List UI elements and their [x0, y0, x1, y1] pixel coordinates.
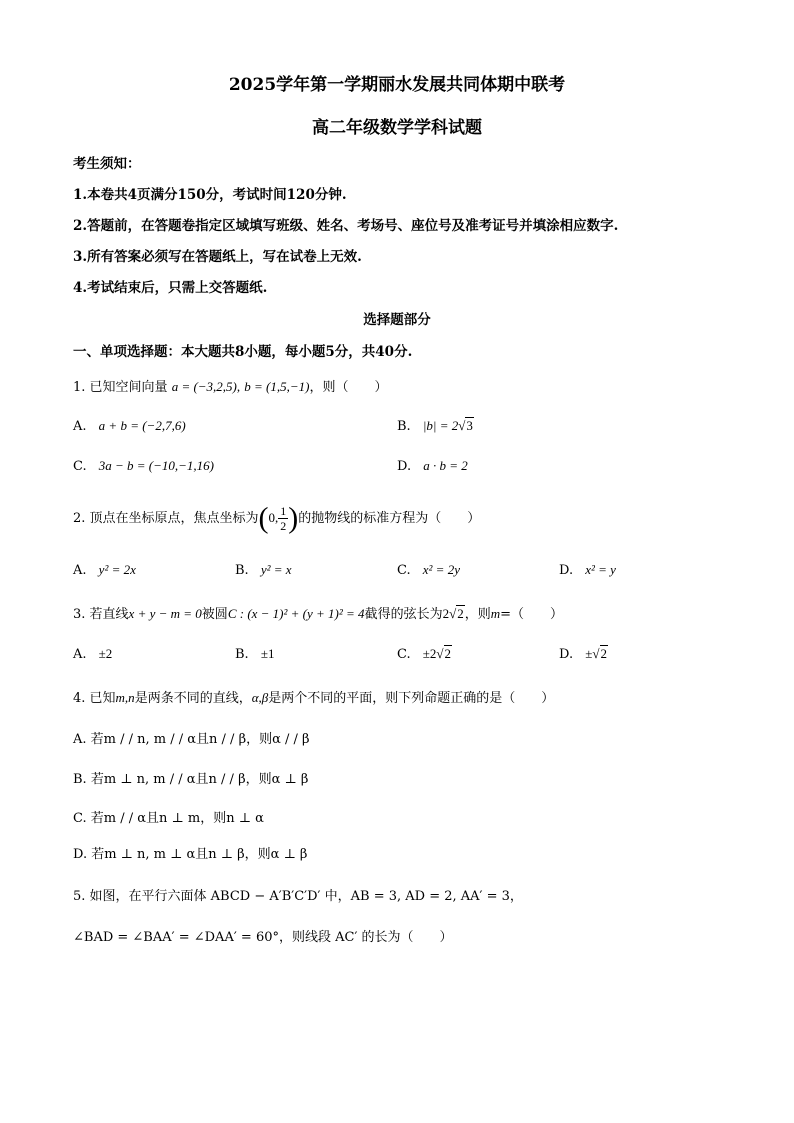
q4-option-b: B. 若m ⊥ n, m / / α且n / / β，则α ⊥ β: [73, 772, 309, 787]
part-title: 选择题部分: [363, 312, 431, 328]
q4-option-a: A. 若m / / n, m / / α且n / / β，则α / / β: [73, 732, 310, 747]
q1-option-a-label: A.: [73, 419, 87, 434]
q3-option-c-coefficient: ±2: [422, 646, 437, 661]
q3-stem-prefix: 3. 若直线: [73, 607, 129, 622]
right-paren-icon: ): [288, 501, 299, 535]
q1-option-d: [397, 458, 468, 474]
section-title: 一、单项选择题：本大题共8小题，每小题5分，共40分.: [73, 344, 413, 360]
q1-vector-a: a = (−3,2,5): [171, 379, 237, 394]
q2-option-b-expr: y² = x: [260, 562, 292, 577]
q3-chord-coefficient: 2: [442, 606, 450, 621]
q3-option-a-label: A.: [73, 647, 87, 662]
q1-separator: ,: [236, 379, 241, 394]
q2-option-d-label: D.: [559, 563, 574, 578]
question-5-line-2: ∠BAD = ∠BAA′ = ∠DAA′ = 60°，则线段 AC′ 的长为（ ）: [73, 930, 453, 945]
q2-option-c-label: C.: [397, 563, 411, 578]
q4-option-c: C. 若m / / α且n ⊥ m，则n ⊥ α: [73, 811, 264, 826]
radical-icon: √: [449, 606, 457, 621]
q2-option-c: [397, 562, 460, 578]
q2-option-a: [73, 562, 136, 578]
q1-option-d-expr: a · b = 2: [423, 458, 468, 473]
q3-option-c-radicand: 2: [444, 646, 452, 661]
question-2-stem: [73, 497, 480, 540]
question-5-line-1: 5. 如图，在平行六面体 ABCD − A′B′C′D′ 中，AB = 3, AD = 2, AA′ = 3，: [73, 889, 523, 904]
q1-option-a-expr: a + b = (−2,7,6): [98, 418, 186, 433]
q3-stem-suffix: =（ ）: [500, 607, 564, 622]
q2-option-b-label: B.: [235, 563, 249, 578]
q3-option-d: [559, 646, 608, 662]
q3-option-c: [397, 646, 452, 662]
q3-line-equation: x + y − m = 0: [128, 606, 202, 621]
q3-option-d-sign: ±: [585, 646, 593, 661]
q2-focus-x: 0,: [268, 510, 279, 525]
question-4-stem: [73, 687, 554, 706]
q3-chord-radicand: 2: [457, 606, 464, 621]
q3-option-d-label: D.: [559, 647, 574, 662]
radical-icon: √: [436, 646, 444, 661]
question-1-stem: [73, 376, 388, 395]
q3-stem-mid1: 被圆: [201, 607, 228, 622]
q2-stem-prefix: 2. 顶点在坐标原点，焦点坐标为: [73, 511, 259, 526]
q2-option-d-expr: x² = y: [585, 562, 616, 577]
q1-stem-prefix: 1. 已知空间向量: [73, 380, 168, 395]
q3-option-b-expr: ±1: [260, 646, 275, 661]
q1-option-c-expr: 3a − b = (−10,−1,16): [98, 458, 215, 473]
q3-option-d-radicand: 2: [600, 646, 608, 661]
q3-stem-mid2: 截得的弦长为: [364, 607, 443, 622]
exam-subtitle: 高二年级数学学科试题: [312, 118, 482, 138]
q3-option-c-label: C.: [397, 647, 411, 662]
q1-option-a: [73, 418, 186, 434]
q4-stem-mid1: 是两条不同的直线，: [134, 691, 252, 706]
q4-vars-mn: m,n: [115, 690, 135, 705]
radical-icon: √: [458, 418, 466, 433]
q2-stem-suffix: 的抛物线的标准方程为（ ）: [298, 511, 481, 526]
q4-stem-prefix: 4. 已知: [73, 691, 116, 706]
q3-option-a: [73, 646, 112, 662]
q1-option-c-label: C.: [73, 459, 87, 474]
notice-item-3: 3.所有答案必须写在答题纸上，写在试卷上无效.: [73, 249, 362, 265]
q2-option-a-expr: y² = 2x: [98, 562, 136, 577]
q3-stem-mid3: ，则: [464, 607, 491, 622]
q1-option-b-radicand: 3: [466, 418, 473, 433]
notice-heading: 考生须知：: [73, 156, 141, 172]
q2-option-c-expr: x² = 2y: [422, 562, 460, 577]
q1-vector-b: b = (1,5,−1): [244, 379, 310, 394]
notice-item-2: 2.答题前，在答题卷指定区域填写班级、姓名、考场号、座位号及准考证号并填涂相应数字.: [73, 218, 619, 234]
question-3-stem: [73, 603, 563, 622]
q4-option-d: D. 若m ⊥ n, m ⊥ α且n ⊥ β，则α ⊥ β: [73, 847, 308, 862]
q1-option-b-expr: |b| = 2: [422, 418, 459, 433]
q3-option-b: [235, 646, 274, 662]
q1-stem-suffix: ，则（ ）: [309, 380, 388, 395]
q4-vars-alpha-beta: α,β: [251, 690, 269, 705]
q1-option-c: [73, 458, 214, 474]
q3-option-b-label: B.: [235, 647, 249, 662]
q3-option-a-expr: ±2: [98, 646, 113, 661]
q1-option-b: [397, 418, 474, 434]
q2-focus-fraction: [278, 504, 288, 533]
q3-variable-m: m: [490, 606, 501, 621]
q4-stem-suffix: 是两个不同的平面，则下列命题正确的是（ ）: [268, 691, 555, 706]
notice-item-4: 4.考试结束后，只需上交答题纸.: [73, 280, 268, 296]
q2-option-d: [559, 562, 616, 578]
q2-focus-numerator: 1: [280, 504, 287, 518]
q1-option-d-label: D.: [397, 459, 412, 474]
q3-circle-equation: C : (x − 1)² + (y + 1)² = 4: [227, 606, 365, 621]
notice-item-1: 1.本卷共4页满分150分，考试时间120分钟.: [73, 187, 347, 203]
exam-title: 2025学年第一学期丽水发展共同体期中联考: [228, 75, 566, 95]
q2-option-a-label: A.: [73, 563, 87, 578]
q2-option-b: [235, 562, 292, 578]
q2-focus-denominator: 2: [280, 519, 287, 533]
q1-option-b-label: B.: [397, 419, 411, 434]
radical-icon: √: [592, 646, 600, 661]
left-paren-icon: (: [258, 501, 269, 535]
